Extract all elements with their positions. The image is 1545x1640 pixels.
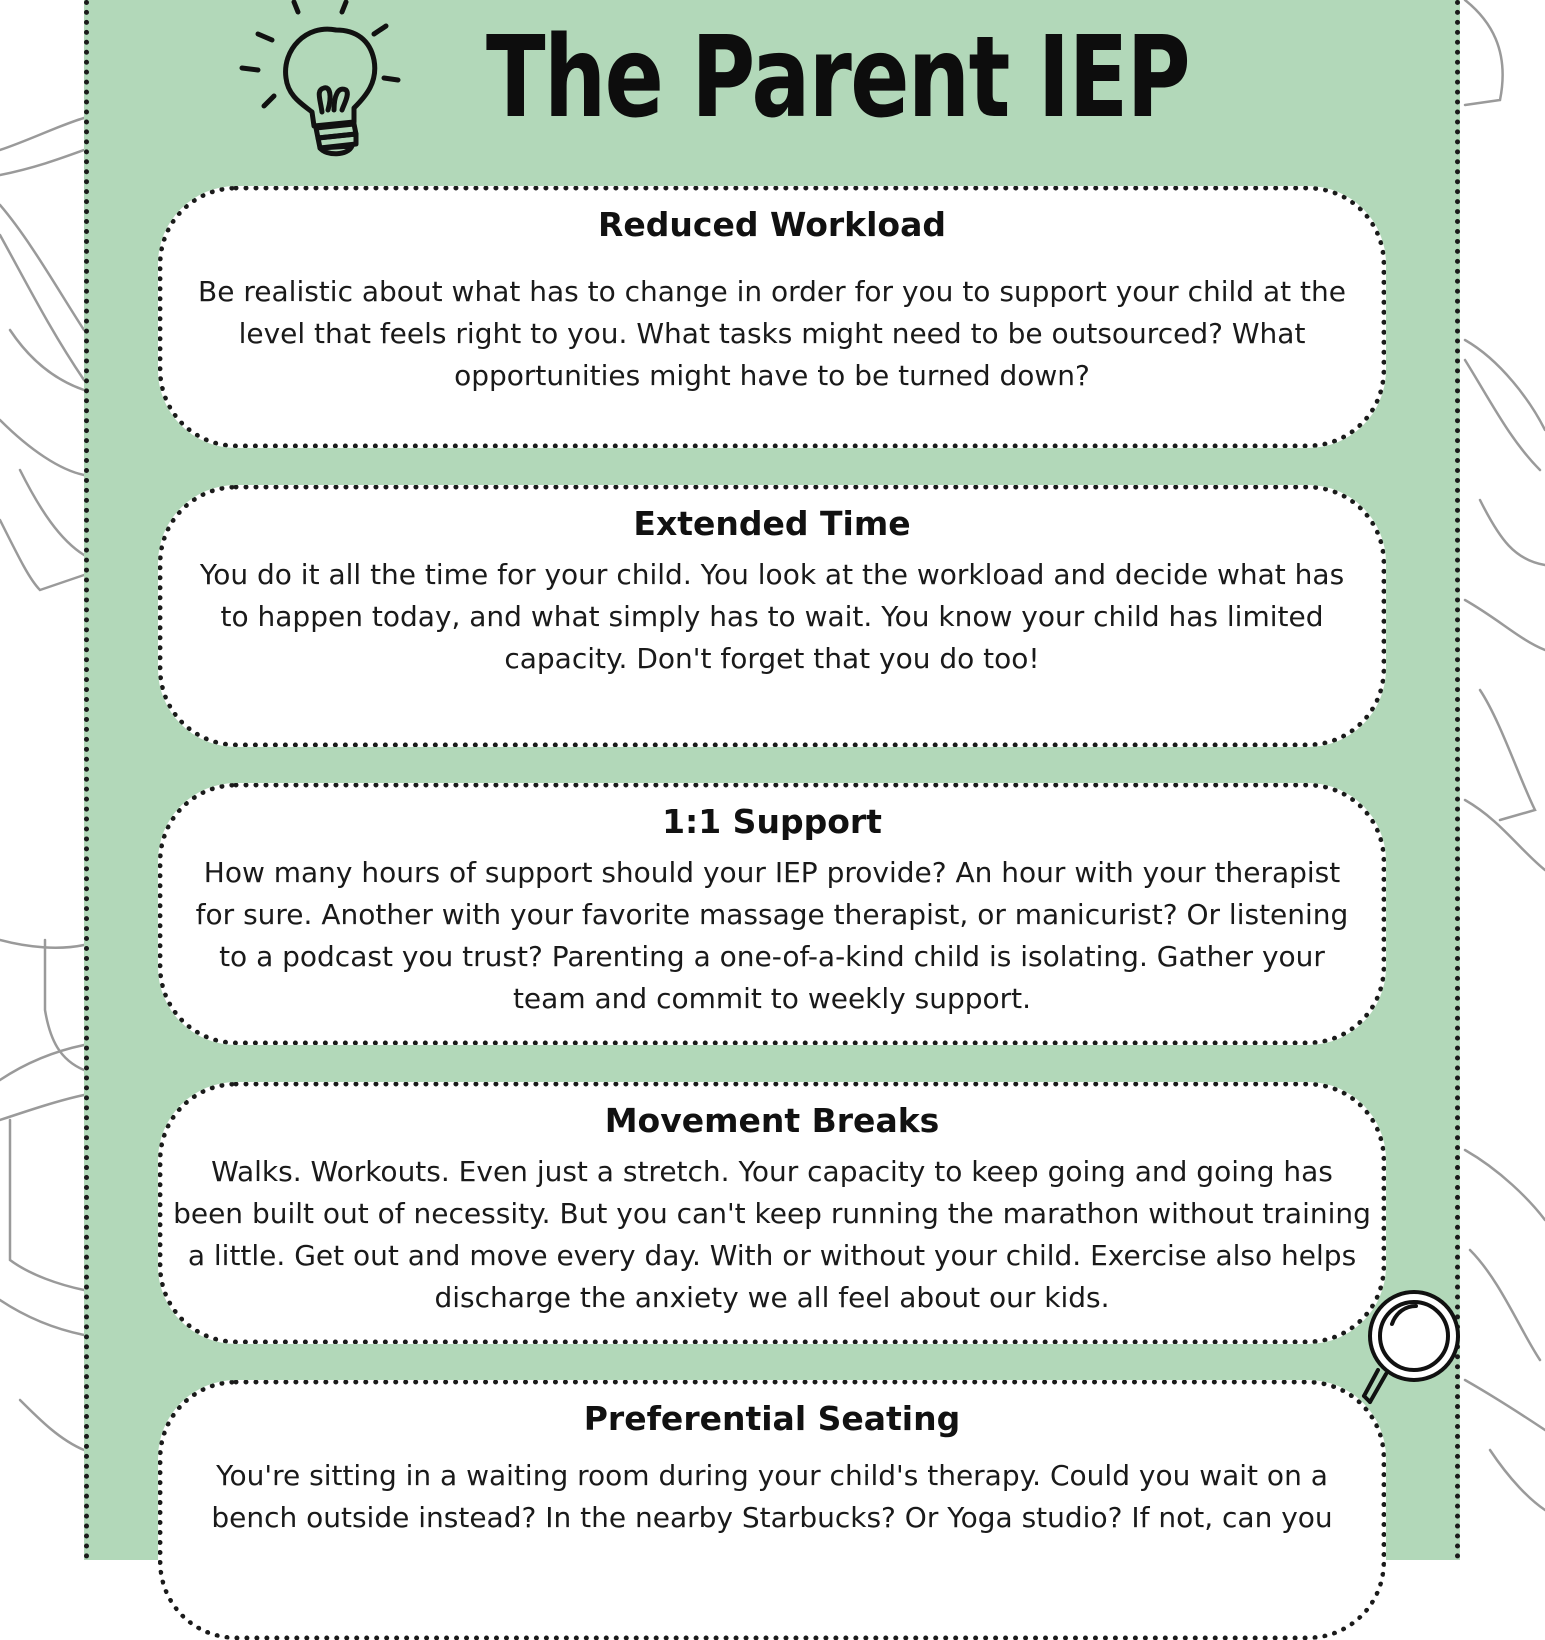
section-body: How many hours of support should your IEP provide? An hour with your therapist for sure. Another with your favorite massage therapist, or manicurist? Or listening to a podcast you trust? Parenting a one-of-a-kind child is isolating. Gather your team and commit to weekly support. (195, 856, 1349, 1015)
section-card-1-1-support (158, 783, 1386, 1045)
section-body: You do it all the time for your child. You look at the workload and decide what has to happen today, and what simply has to wait. You know your child has limited capacity. Don't forget that you do too! (199, 558, 1345, 675)
section-card-reduced-workload (158, 186, 1386, 448)
section-body: Be realistic about what has to change in order for you to support your child at the level that feels right to you. What tasks might need to be outsourced? What opportunities might have to be turned down? (198, 275, 1346, 392)
page-title: The Parent IEP (486, 13, 1190, 143)
section-heading: Reduced Workload (598, 205, 946, 244)
magnifying-glass-icon (1356, 1284, 1468, 1424)
section-card-preferential-seating (158, 1380, 1386, 1640)
section-heading: Movement Breaks (604, 1101, 940, 1140)
section-body: You're sitting in a waiting room during your child's therapy. Could you wait on a bench outside instead? In the nearby Starbucks? Or Yoga studio? If not, can you (211, 1459, 1333, 1534)
lightbulb-icon (236, 0, 406, 160)
section-heading: 1:1 Support (662, 802, 882, 841)
section-body: Walks. Workouts. Even just a stretch. Your capacity to keep going and going has been built out of necessity. But you can't keep running the marathon without training a little. Get out and move every day. With or without your child. Exercise also helps discharge the anxiety we all feel about our kids. (173, 1155, 1371, 1314)
section-card-extended-time (158, 485, 1386, 747)
section-card-movement-breaks (158, 1082, 1386, 1344)
section-heading: Preferential Seating (583, 1399, 961, 1438)
section-heading: Extended Time (633, 504, 911, 543)
